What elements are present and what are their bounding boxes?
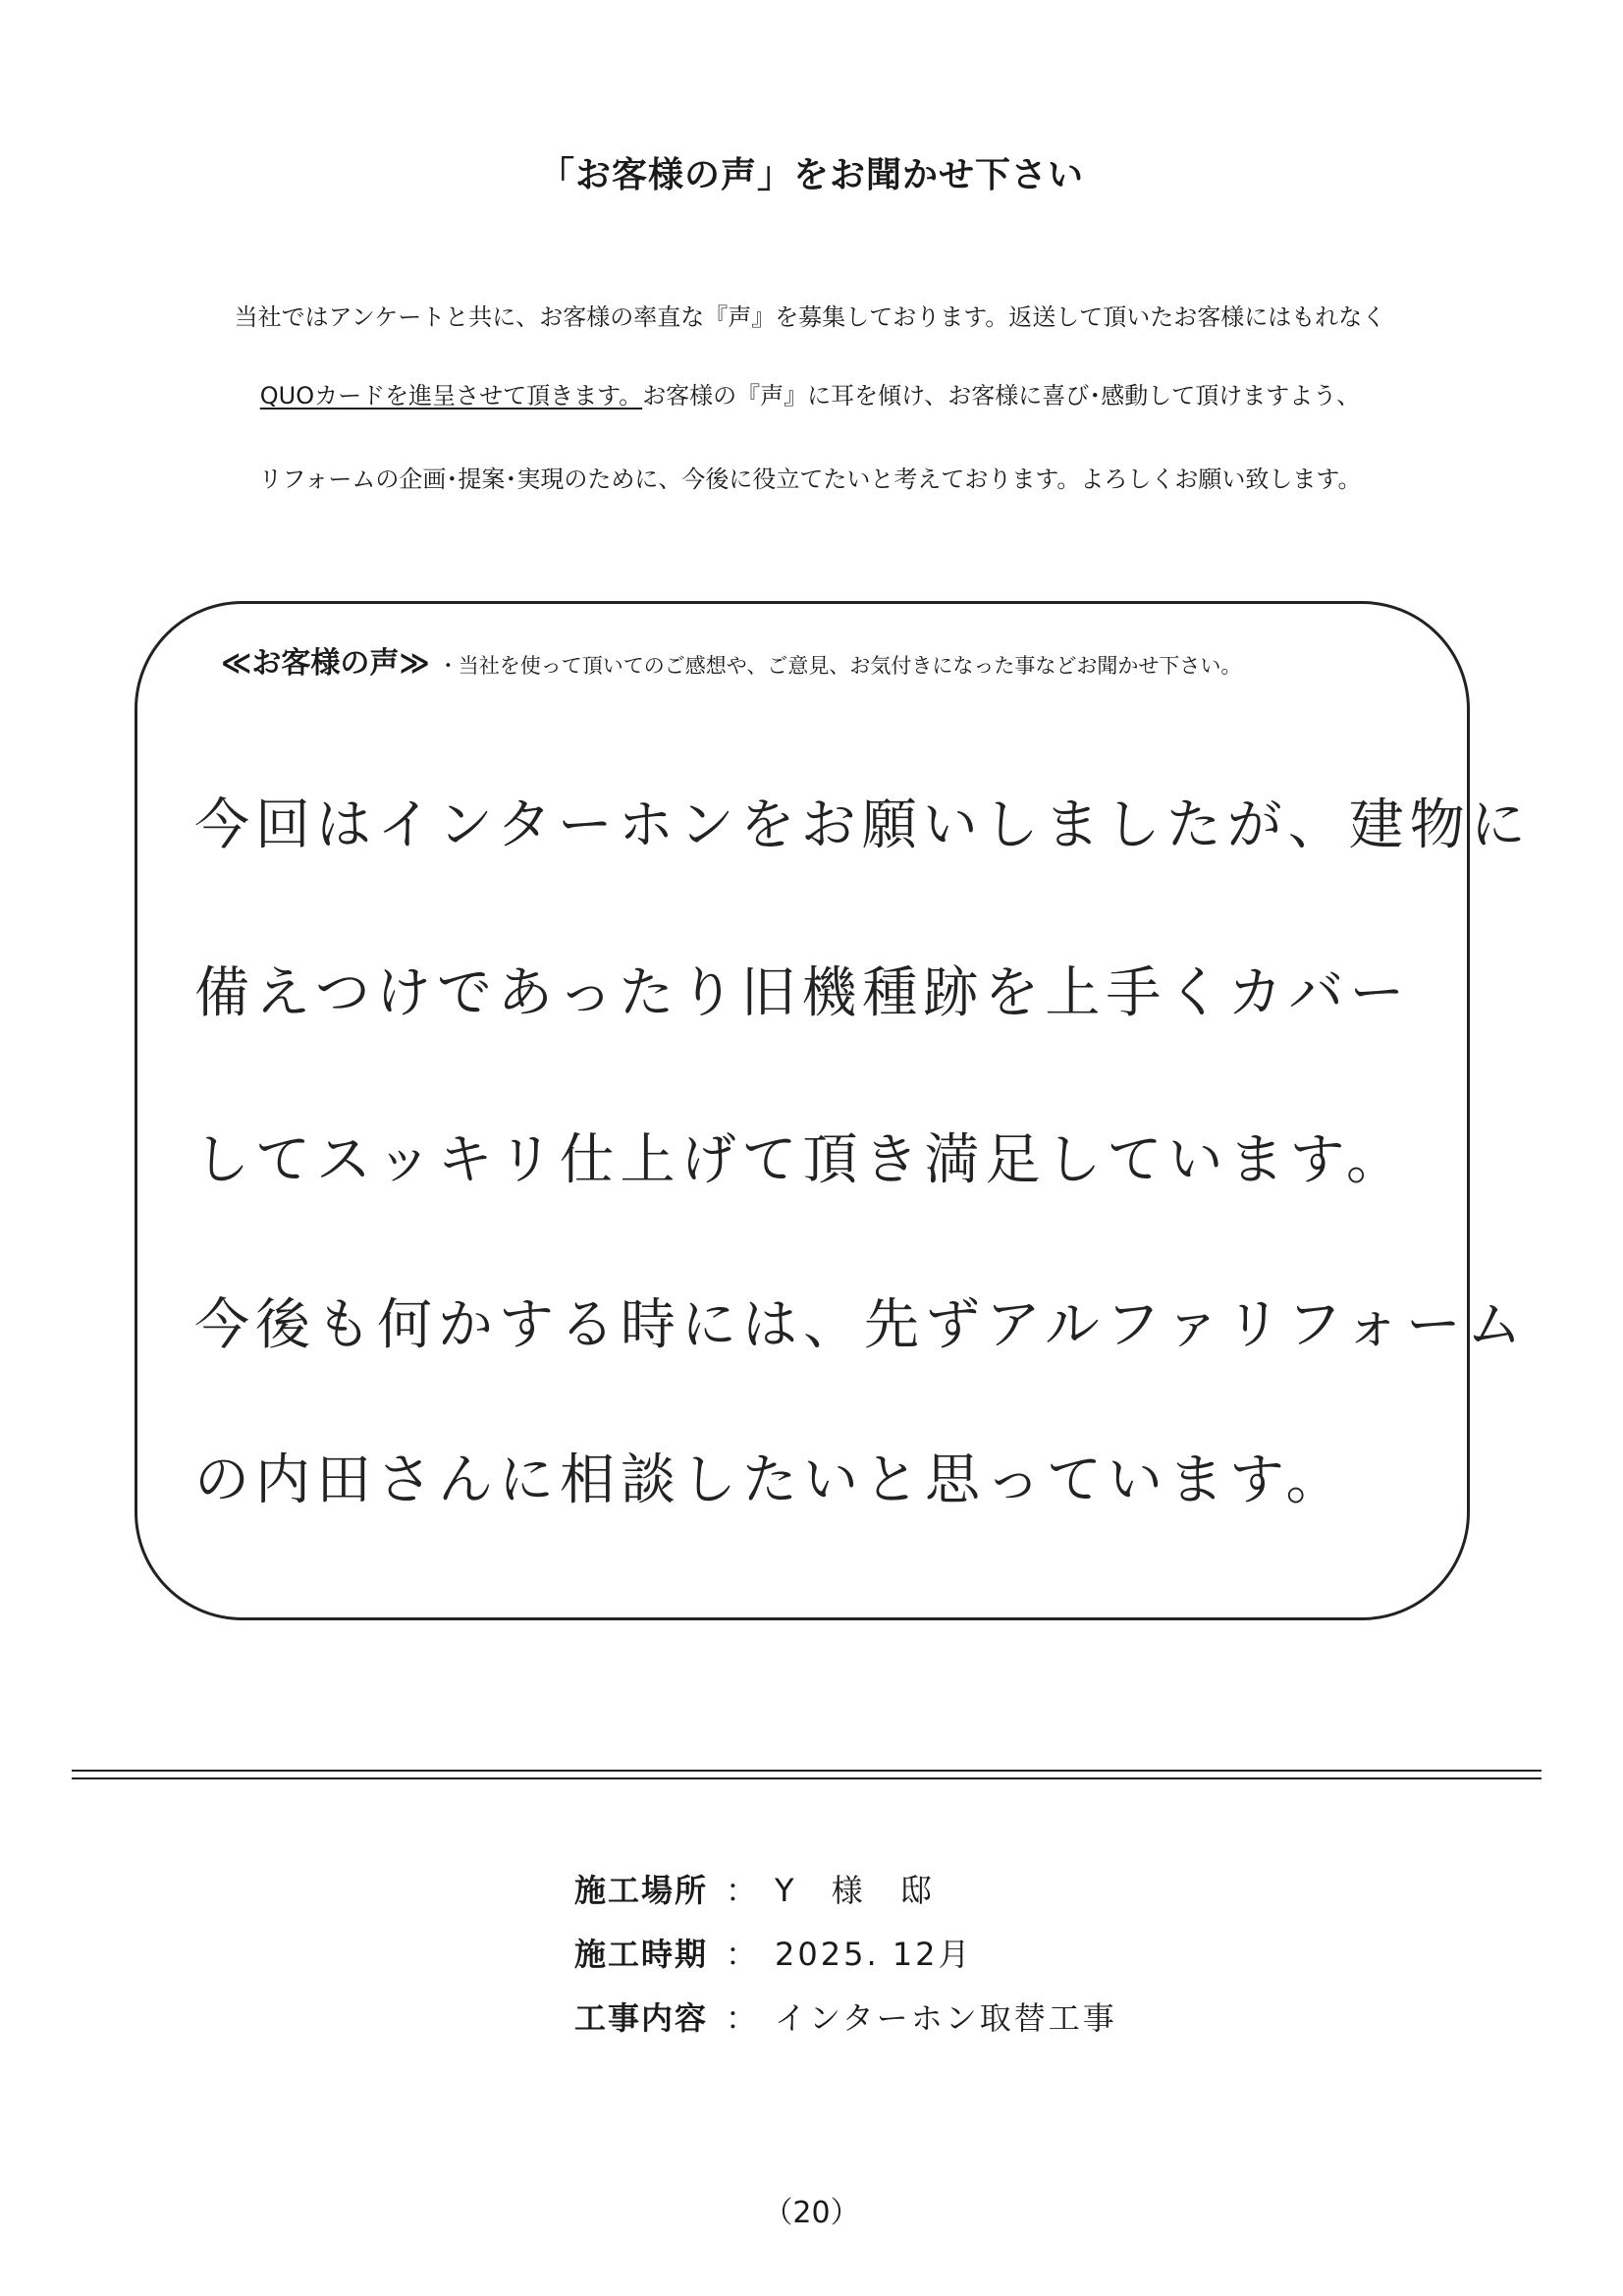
intro-line-2-rest: お客様の『声』に耳を傾け、お客様に喜び･感動して頂けますよう、 (642, 382, 1361, 410)
content-value: インターホン取替工事 (775, 1999, 1117, 2037)
double-divider-top (72, 1770, 1542, 1772)
customer-voice-prompt: ・当社を使って頂いてのご感想や、ご意見、お気付きになった事などお聞かせ下さい。 (437, 654, 1242, 678)
customer-voice-label: ≪お客様の声≫ (221, 646, 430, 681)
handwritten-line: 備えつけであったり旧機種跡を上手くカバー (194, 961, 1411, 1025)
period-label: 施工時期 (574, 1936, 709, 1973)
handwritten-line: 今後も何かする時には、先ずアルファリフォーム (194, 1293, 1528, 1357)
handwritten-line: してスッキリ仕上げて頂き満足しています。 (194, 1128, 1407, 1192)
construction-content (574, 1994, 1117, 2039)
page-title: 「お客様の声」をお聞かせ下さい (538, 155, 1084, 195)
intro-line-3: リフォームの企画･提案･実現のために、今後に役立てたいと考えております。よろしくお願い致します。 (258, 465, 1362, 493)
location-value: Y 様 邸 (775, 1872, 935, 1909)
content-label: 工事内容 (574, 1999, 709, 2037)
separator: ： (726, 1999, 758, 2037)
separator: ： (726, 1936, 758, 1973)
page-number: （20） (763, 2196, 860, 2230)
handwritten-line: の内田さんに相談したいと思っています。 (194, 1449, 1347, 1512)
handwritten-line: 今回はインターホンをお願いしましたが、建物に (194, 793, 1532, 857)
quo-card-notice: QUOカードを進呈させて頂きます。 (259, 382, 643, 410)
period-value: 2025. 12月 (775, 1936, 973, 1973)
intro-line-1: 当社ではアンケートと共に、お客様の率直な『声』を募集しております。返送して頂いたお客様にはもれなく (234, 303, 1386, 331)
intro-line-2 (147, 376, 1473, 410)
customer-voice-header (221, 638, 1399, 682)
separator: ： (726, 1872, 758, 1909)
construction-period (574, 1930, 973, 1975)
location-label: 施工場所 (574, 1872, 709, 1909)
construction-location (574, 1866, 935, 1911)
double-divider-bottom (72, 1777, 1542, 1779)
